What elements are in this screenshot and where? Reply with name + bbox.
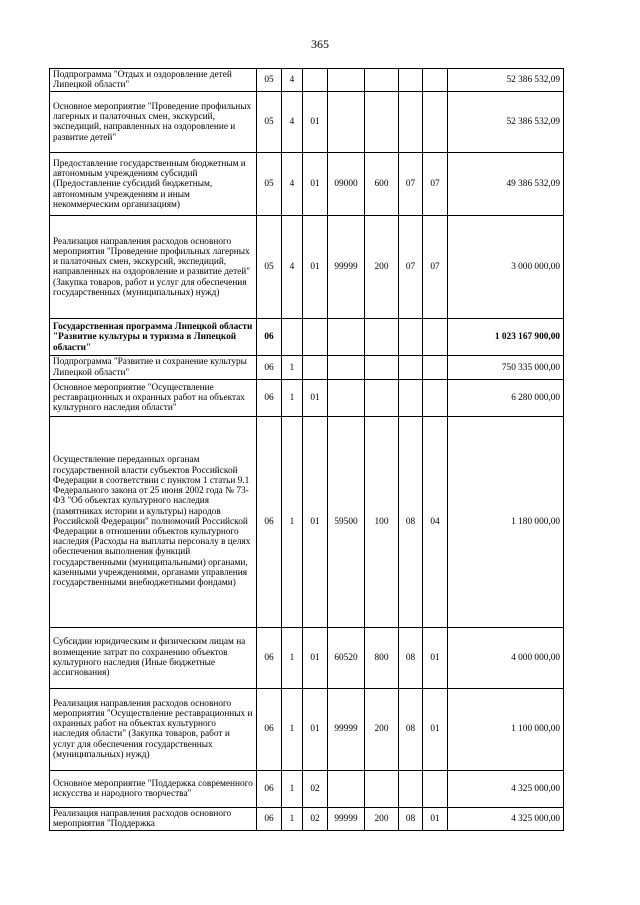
program-code: 06	[257, 807, 282, 830]
section-code: 08	[399, 627, 423, 688]
program-code: 06	[257, 379, 282, 416]
direction-code: 09000	[328, 153, 365, 216]
subsection-code	[423, 319, 448, 356]
subprogram-code: 4	[282, 92, 303, 153]
activity-code: 01	[303, 379, 328, 416]
program-code: 06	[257, 688, 282, 770]
program-code: 05	[257, 92, 282, 153]
section-code: 08	[399, 688, 423, 770]
table-row	[50, 807, 564, 830]
subprogram-code: 4	[282, 153, 303, 216]
row-description: Реализация направления расходов основного мероприятия "Проведение профильных лагерных и палаточных смен, экскурсий, экспедиций, направленных на оздоровление и развитие детей" (Закупка товаров, работ и услуг для обеспечения государственных (муниципальных) нужд)	[50, 216, 257, 319]
direction-code: 99999	[328, 688, 365, 770]
program-code: 05	[257, 216, 282, 319]
activity-code	[303, 356, 328, 379]
expense-type-code: 200	[365, 216, 399, 319]
activity-code: 01	[303, 627, 328, 688]
direction-code: 99999	[328, 807, 365, 830]
amount: 750 335 000,00	[448, 356, 564, 379]
amount: 52 386 532,09	[448, 69, 564, 92]
table-row	[50, 216, 564, 319]
program-code: 06	[257, 416, 282, 627]
direction-code	[328, 319, 365, 356]
table-row	[50, 379, 564, 416]
direction-code	[328, 356, 365, 379]
row-description: Основное мероприятие "Осуществление реставрационных и охранных работ на объектах культурного наследия области"	[50, 379, 257, 416]
activity-code	[303, 69, 328, 92]
subsection-code	[423, 69, 448, 92]
amount: 3 000 000,00	[448, 216, 564, 319]
subprogram-code: 4	[282, 216, 303, 319]
subsection-code: 07	[423, 216, 448, 319]
section-code: 08	[399, 416, 423, 627]
program-code: 05	[257, 69, 282, 92]
row-description: Осуществление переданных органам государственной власти субъектов Российской Федерации в соответствии с пунктом 1 статьи 9.1 Федерального закона от 25 июня 2002 года № 73-ФЗ "Об объектах культурного наследия (памятниках истории и культуры) народов Российской Федерации" полномочий Российской Федерации в отношении объектов культурного наследия (Расходы на выплаты персоналу в целях обеспечения выполнения функций государственными (муниципальными) органами, казенными учреждениями, органами управления государственными внебюджетными фондами)	[50, 416, 257, 627]
subprogram-code	[282, 319, 303, 356]
direction-code	[328, 69, 365, 92]
row-description: Реализация направления расходов основного мероприятия "Поддержка	[50, 807, 257, 830]
section-code: 07	[399, 216, 423, 319]
expense-type-code	[365, 92, 399, 153]
amount: 4 000 000,00	[448, 627, 564, 688]
table-row	[50, 153, 564, 216]
activity-code: 02	[303, 807, 328, 830]
table-row	[50, 356, 564, 379]
activity-code: 01	[303, 92, 328, 153]
section-code	[399, 92, 423, 153]
table-row	[50, 416, 564, 627]
expense-type-code: 100	[365, 416, 399, 627]
subprogram-code: 1	[282, 416, 303, 627]
subprogram-code: 1	[282, 688, 303, 770]
table-row	[50, 69, 564, 92]
table-row	[50, 770, 564, 807]
subsection-code: 07	[423, 153, 448, 216]
direction-code	[328, 379, 365, 416]
program-code: 06	[257, 770, 282, 807]
section-code	[399, 770, 423, 807]
row-description: Подпрограмма "Развитие и сохранение культуры Липецкой области"	[50, 356, 257, 379]
activity-code: 01	[303, 216, 328, 319]
amount: 4 325 000,00	[448, 770, 564, 807]
direction-code: 59500	[328, 416, 365, 627]
row-description: Государственная программа Липецкой области "Развитие культуры и туризма в Липецкой области"	[50, 319, 257, 356]
table-row	[50, 92, 564, 153]
direction-code	[328, 770, 365, 807]
subprogram-code: 4	[282, 69, 303, 92]
section-code: 08	[399, 807, 423, 830]
subsection-code: 04	[423, 416, 448, 627]
amount: 49 386 532,09	[448, 153, 564, 216]
section-code: 07	[399, 153, 423, 216]
section-code	[399, 319, 423, 356]
subsection-code	[423, 356, 448, 379]
section-code	[399, 356, 423, 379]
amount: 4 325 000,00	[448, 807, 564, 830]
expense-type-code	[365, 356, 399, 379]
amount: 1 180 000,00	[448, 416, 564, 627]
row-description: Основное мероприятие "Проведение профильных лагерных и палаточных смен, экскурсий, экспедиций, направленных на оздоровление и развитие детей"	[50, 92, 257, 153]
budget-table	[49, 68, 564, 831]
amount: 1 023 167 900,00	[448, 319, 564, 356]
activity-code	[303, 319, 328, 356]
amount: 52 386 532,09	[448, 92, 564, 153]
expense-type-code	[365, 319, 399, 356]
subsection-code	[423, 379, 448, 416]
expense-type-code: 600	[365, 153, 399, 216]
amount: 6 280 000,00	[448, 379, 564, 416]
activity-code: 02	[303, 770, 328, 807]
section-code	[399, 69, 423, 92]
amount: 1 100 000,00	[448, 688, 564, 770]
activity-code: 01	[303, 153, 328, 216]
row-description: Предоставление государственным бюджетным и автономным учреждениям субсидий (Предоставление субсидий бюджетным, автономным учреждениям и иным некоммерческим организациям)	[50, 153, 257, 216]
table-row	[50, 319, 564, 356]
table-row	[50, 627, 564, 688]
subsection-code: 01	[423, 627, 448, 688]
program-code: 05	[257, 153, 282, 216]
direction-code: 60520	[328, 627, 365, 688]
table-row	[50, 688, 564, 770]
activity-code: 01	[303, 416, 328, 627]
row-description: Реализация направления расходов основного мероприятия "Осуществление реставрационных и охранных работ на объектах культурного наследия области" (Закупка товаров, работ и услуг для обеспечения государственных (муниципальных) нужд)	[50, 688, 257, 770]
page-number: 365	[311, 37, 329, 51]
direction-code	[328, 92, 365, 153]
subprogram-code: 1	[282, 807, 303, 830]
expense-type-code: 200	[365, 807, 399, 830]
budget-table-body	[50, 69, 564, 831]
expense-type-code: 800	[365, 627, 399, 688]
program-code: 06	[257, 627, 282, 688]
row-description: Подпрограмма "Отдых и оздоровление детей Липецкой области"	[50, 69, 257, 92]
expense-type-code	[365, 379, 399, 416]
activity-code: 01	[303, 688, 328, 770]
expense-type-code: 200	[365, 688, 399, 770]
expense-type-code	[365, 69, 399, 92]
subsection-code: 01	[423, 807, 448, 830]
direction-code: 99999	[328, 216, 365, 319]
subprogram-code: 1	[282, 627, 303, 688]
row-description: Субсидии юридическим и физическим лицам на возмещение затрат по сохранению объектов культурного наследия (Иные бюджетные ассигнования)	[50, 627, 257, 688]
subprogram-code: 1	[282, 356, 303, 379]
section-code	[399, 379, 423, 416]
subprogram-code: 1	[282, 770, 303, 807]
program-code: 06	[257, 356, 282, 379]
subsection-code	[423, 770, 448, 807]
program-code: 06	[257, 319, 282, 356]
row-description: Основное мероприятие "Поддержка современного искусства и народного творчества"	[50, 770, 257, 807]
subsection-code	[423, 92, 448, 153]
subsection-code: 01	[423, 688, 448, 770]
expense-type-code	[365, 770, 399, 807]
subprogram-code: 1	[282, 379, 303, 416]
